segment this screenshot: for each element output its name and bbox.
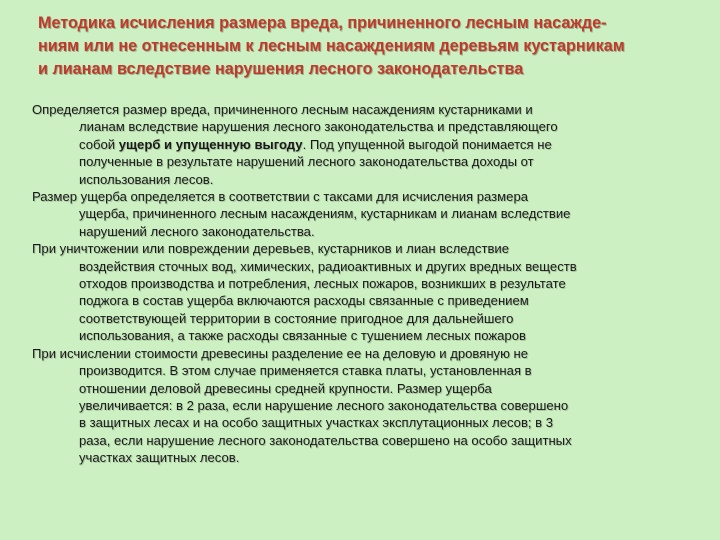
title-line: и лианам вследствие нарушения лесного законодательства [38, 60, 524, 78]
text-line: При исчислении стоимости древесины разделение ее на деловую и дровяную не [32, 345, 529, 361]
text-line: ущерба, причиненного лесным насаждениям, кустарникам и лианам вследствие [79, 206, 571, 222]
text-line: увеличивается: в 2 раза, если нарушение лесного законодательства совершено [79, 397, 569, 413]
text-line: Определяется размер вреда, причиненного лесным насаждениям кустарниками и [32, 102, 533, 117]
text-line: поджога в состав ущерба включаются расходы связанные с приведением [79, 293, 529, 309]
text-line: полученные в результате нарушений лесного законодательства доходы от [79, 154, 534, 170]
paragraph-wood-valuation [32, 345, 702, 467]
text-line: участках защитных лесов. [79, 450, 240, 466]
text-line: нарушений лесного законодательства. [79, 223, 315, 239]
slide-body [32, 101, 702, 467]
text-line: При уничтожении или повреждении деревьев, кустарников и лиан вследствие [32, 241, 510, 257]
text-line [32, 136, 702, 153]
paragraph-damage-rates [32, 188, 702, 240]
text-line: Размер ущерба определяется в соответствии с таксами для исчисления размера [32, 189, 529, 205]
text-line: использования лесов. [79, 171, 214, 187]
text-line: отходов производства и потребления, лесных пожаров, возникших в результате [79, 276, 566, 292]
emphasis-text: ущерб и упущенную выгоду [118, 136, 303, 152]
slide-title [38, 12, 698, 81]
text-line: производится. В этом случае применяется ставка платы, установленная в [79, 363, 532, 379]
text-line: раза, если нарушение лесного законодательства совершено на особо защитных [79, 432, 572, 448]
text-line: отношении деловой древесины средней крупности. Размер ущерба [79, 380, 492, 396]
title-line: ниям или не отнесенным к лесным насаждениям деревьям кустарникам [38, 37, 625, 55]
text-fragment: собой [79, 136, 119, 152]
text-line: соответствующей территории в состояние пригодное для дальнейшего [79, 310, 514, 326]
text-fragment: . Под упущенной выгодой понимается не [302, 136, 552, 152]
text-line: лианам вследствие нарушения лесного законодательства и представляющего [79, 119, 558, 135]
text-line: использования, а также расходы связанные с тушением лесных пожаров [79, 328, 526, 344]
text-line: воздействия сточных вод, химических, радиоактивных и других вредных веществ [79, 258, 577, 274]
title-line: Методика исчисления размера вреда, причиненного лесным насажде- [38, 14, 607, 32]
paragraph-damage-definition [32, 101, 702, 188]
text-line: в защитных лесах и на особо защитных участках эксплутационных лесов; в 3 [79, 415, 554, 431]
paragraph-destruction-expenses [32, 240, 702, 344]
